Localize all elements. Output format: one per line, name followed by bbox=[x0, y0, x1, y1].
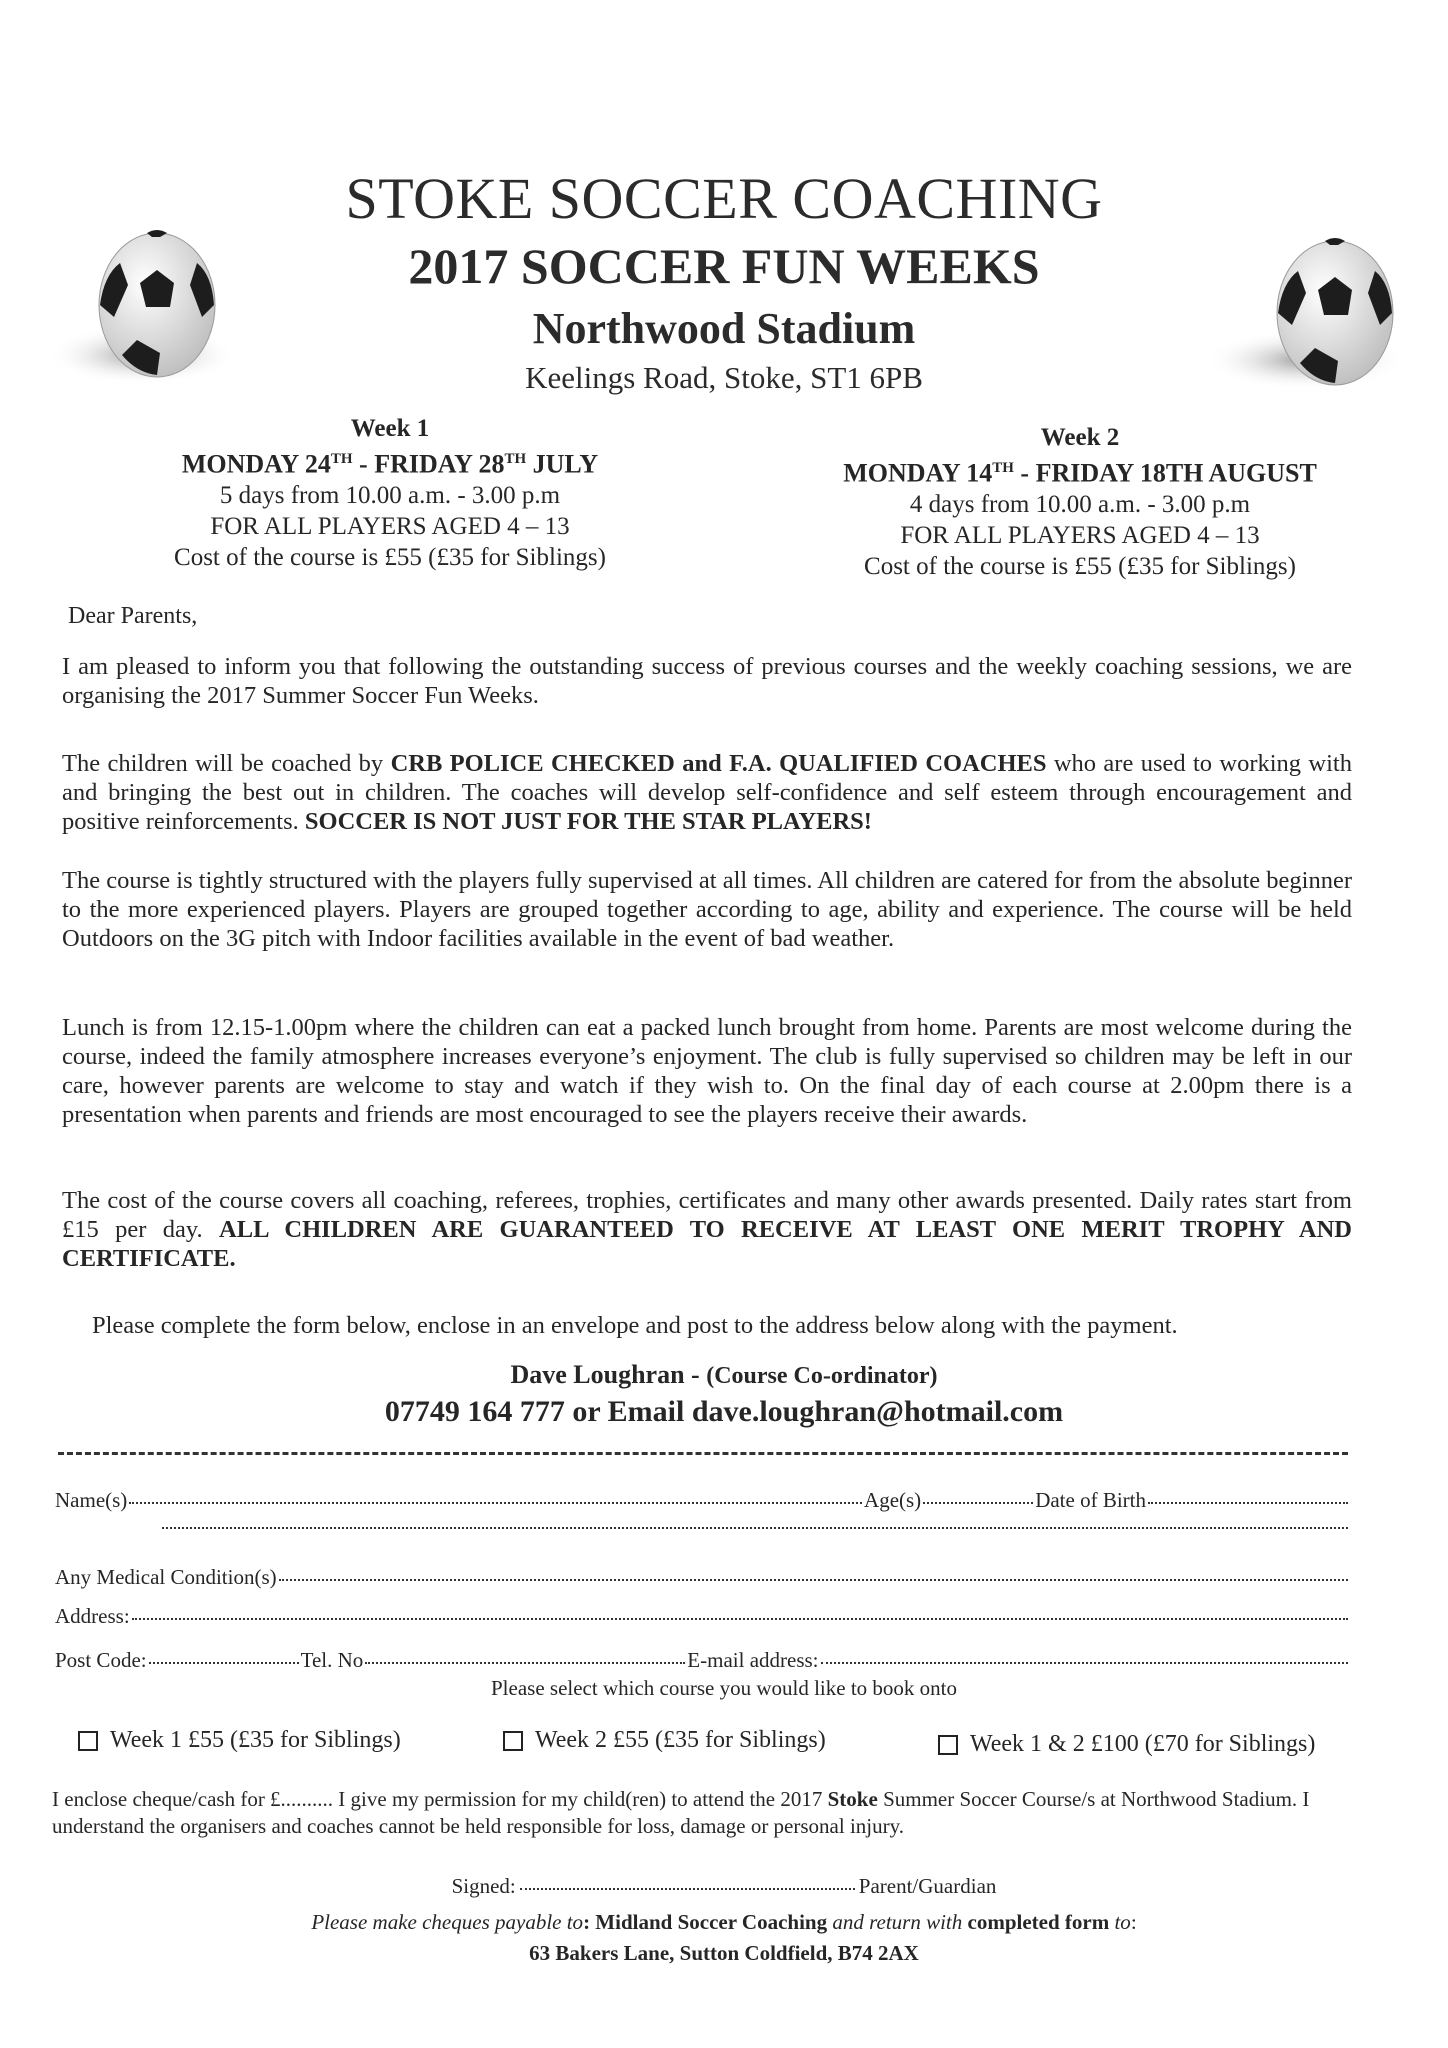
completed-form-text: completed form bbox=[967, 1910, 1115, 1934]
address-label: Address: bbox=[55, 1604, 130, 1628]
ages-field[interactable] bbox=[923, 1502, 1033, 1504]
page-subtitle: 2017 SOCCER FUN WEEKS bbox=[408, 238, 1040, 294]
paragraph-cost bbox=[62, 1186, 1352, 1273]
address-field[interactable] bbox=[132, 1618, 1348, 1620]
form-row-medical bbox=[55, 1565, 1350, 1590]
contact-phone-email: 07749 164 777 or Email dave.loughran@hotmail.com bbox=[384, 1395, 1064, 1428]
signature-field[interactable] bbox=[520, 1888, 855, 1890]
form-row-names-continued bbox=[160, 1530, 1350, 1532]
contact-name bbox=[0, 1360, 1448, 1390]
return-text: and return with bbox=[832, 1910, 968, 1934]
coordinator-role: (Course Co-ordinator) bbox=[706, 1363, 938, 1389]
postcode-label: Post Code: bbox=[55, 1648, 147, 1672]
option-week-2-label: Week 2 £55 (£35 for Siblings) bbox=[535, 1727, 826, 1753]
paragraph-coaches-emphasis: CRB POLICE CHECKED and F.A. QUALIFIED COACHES bbox=[390, 750, 1047, 777]
venue-address: Keelings Road, Stoke, ST1 6PB bbox=[525, 360, 923, 395]
colon-text: : bbox=[1130, 1910, 1137, 1934]
option-week-1[interactable] bbox=[78, 1727, 401, 1754]
page-title: STOKE SOCCER COACHING bbox=[345, 166, 1103, 231]
week-1-start-suffix: TH bbox=[330, 451, 353, 467]
dob-field[interactable] bbox=[1148, 1502, 1348, 1504]
week-2-dates bbox=[770, 453, 1390, 489]
consent-location: Stoke bbox=[827, 1787, 878, 1811]
paragraph-coaches bbox=[62, 749, 1352, 836]
week-2-start-suffix: TH bbox=[992, 460, 1014, 476]
signed-role: Parent/Guardian bbox=[858, 1874, 997, 1898]
signature-row bbox=[0, 1874, 1448, 1899]
week-1-dates bbox=[90, 444, 690, 480]
week-1-details bbox=[90, 413, 690, 573]
week-1-start-date: MONDAY 24 bbox=[181, 449, 331, 479]
week-1-month: JULY bbox=[526, 449, 599, 479]
paragraph-cost-guarantee: ALL CHILDREN ARE GUARANTEED TO RECEIVE AT LEAST ONE MERIT TROPHY AND CERTIFICATE. bbox=[62, 1216, 1352, 1272]
week-2-cost: Cost of the course is £55 (£35 for Siblings) bbox=[864, 552, 1296, 580]
week-2-end-date: - FRIDAY 18TH AUGUST bbox=[1013, 458, 1317, 488]
week-1-checkbox[interactable] bbox=[78, 1731, 98, 1751]
paragraph-intro: I am pleased to inform you that following the outstanding success of previous courses and the weekly coaching sessions, we are organising the 2017 Summer Soccer Fun Weeks. bbox=[62, 653, 1352, 709]
form-row-names bbox=[55, 1488, 1350, 1513]
week-1-hours: 5 days from 10.00 a.m. - 3.00 p.m bbox=[219, 481, 561, 509]
week-2-start-date: MONDAY 14 bbox=[843, 458, 993, 488]
email-label: E-mail address: bbox=[687, 1648, 819, 1672]
dob-label: Date of Birth bbox=[1035, 1488, 1146, 1512]
consent-text: I enclose cheque/cash for £.......... I give my permission for my child(ren) to attend the 2017 bbox=[52, 1787, 828, 1811]
consent-statement bbox=[52, 1786, 1352, 1840]
form-row-contact bbox=[55, 1648, 1350, 1673]
week-1-ages: FOR ALL PLAYERS AGED 4 – 13 bbox=[210, 512, 570, 540]
names-label: Name(s) bbox=[55, 1488, 128, 1512]
paragraph-coaches-text-2: who are used to working with and bringing the best out in children. The coaches will develop self-confidence and self esteem through encouragement and positive reinforcements. bbox=[62, 750, 1352, 835]
ages-label: Age(s) bbox=[864, 1488, 922, 1512]
signed-label: Signed: bbox=[451, 1874, 516, 1898]
medical-field[interactable] bbox=[279, 1579, 1348, 1581]
week-2-hours: 4 days from 10.00 a.m. - 3.00 p.m bbox=[909, 490, 1251, 518]
paragraph-structure: The course is tightly structured with the players fully supervised at all times. All children are catered for from the absolute beginner to the more experienced players. Players are grouped together according to age, ability and experience. The course will be held Outdoors on the 3G pitch with Indoor facilities available in the event of bad weather. bbox=[62, 867, 1352, 952]
medical-label: Any Medical Condition(s) bbox=[55, 1565, 277, 1589]
names-field-line-2[interactable] bbox=[162, 1527, 1348, 1529]
week-1-end-suffix: TH bbox=[504, 451, 527, 467]
paragraph-coaches-slogan: SOCCER IS NOT JUST FOR THE STAR PLAYERS! bbox=[304, 808, 872, 835]
week-2-details bbox=[770, 422, 1390, 582]
option-week-2[interactable] bbox=[503, 1727, 826, 1754]
coordinator-name: Dave Loughran - bbox=[510, 1360, 707, 1389]
cut-line-divider bbox=[58, 1452, 1348, 1455]
tel-field[interactable] bbox=[365, 1662, 685, 1664]
consent-text-2: Summer Soccer Course/s at Northwood Stadium. I understand the organisers and coaches cannot be held responsible for loss, damage or personal injury. bbox=[52, 1787, 1310, 1838]
both-weeks-checkbox[interactable] bbox=[938, 1735, 958, 1755]
tel-label: Tel. No bbox=[300, 1648, 364, 1672]
paragraph-instructions: Please complete the form below, enclose in an envelope and post to the address below along with the payment. bbox=[92, 1312, 1178, 1339]
course-options bbox=[78, 1727, 1358, 1767]
week-1-end-date: - FRIDAY 28 bbox=[352, 449, 505, 479]
paragraph-lunch: Lunch is from 12.15-1.00pm where the children can eat a packed lunch brought from home. Parents are most welcome during the course, indeed the family atmosphere increases everyone’s enjoyment. The club is fully supervised so children may be left in our care, however parents are welcome to stay and watch if they wish to. On the final day of each course at 2.00pm there is a presentation when parents and friends are most encouraged to see the players receive their awards. bbox=[62, 1014, 1352, 1128]
course-select-prompt: Please select which course you would like to book onto bbox=[491, 1676, 957, 1700]
week-1-cost: Cost of the course is £55 (£35 for Siblings) bbox=[174, 543, 606, 571]
return-address: 63 Bakers Lane, Sutton Coldfield, B74 2AX bbox=[529, 1941, 919, 1965]
payment-instructions bbox=[0, 1910, 1448, 1935]
week-2-ages: FOR ALL PLAYERS AGED 4 – 13 bbox=[900, 521, 1260, 549]
postcode-field[interactable] bbox=[149, 1662, 299, 1664]
week-2-checkbox[interactable] bbox=[503, 1731, 523, 1751]
week-2-title: Week 2 bbox=[1040, 424, 1120, 451]
week-1-title: Week 1 bbox=[350, 415, 430, 442]
paragraph-cost-text: The cost of the course covers all coaching, referees, trophies, certificates and many other awards presented. Daily rates start from £15 per day. bbox=[62, 1187, 1352, 1243]
venue-name: Northwood Stadium bbox=[532, 304, 916, 353]
to-text: to bbox=[1114, 1910, 1131, 1934]
option-both-weeks[interactable] bbox=[938, 1731, 1315, 1758]
option-both-weeks-label: Week 1 & 2 £100 (£70 for Siblings) bbox=[970, 1731, 1316, 1757]
paragraph-coaches-text: The children will be coached by bbox=[62, 750, 391, 777]
payable-text: Please make cheques payable to bbox=[311, 1910, 584, 1934]
salutation: Dear Parents, bbox=[68, 603, 198, 629]
email-field[interactable] bbox=[821, 1662, 1348, 1664]
form-row-address bbox=[55, 1604, 1350, 1629]
option-week-1-label: Week 1 £55 (£35 for Siblings) bbox=[110, 1727, 401, 1753]
payee-name: : Midland Soccer Coaching bbox=[583, 1910, 833, 1934]
names-field[interactable] bbox=[129, 1502, 862, 1504]
